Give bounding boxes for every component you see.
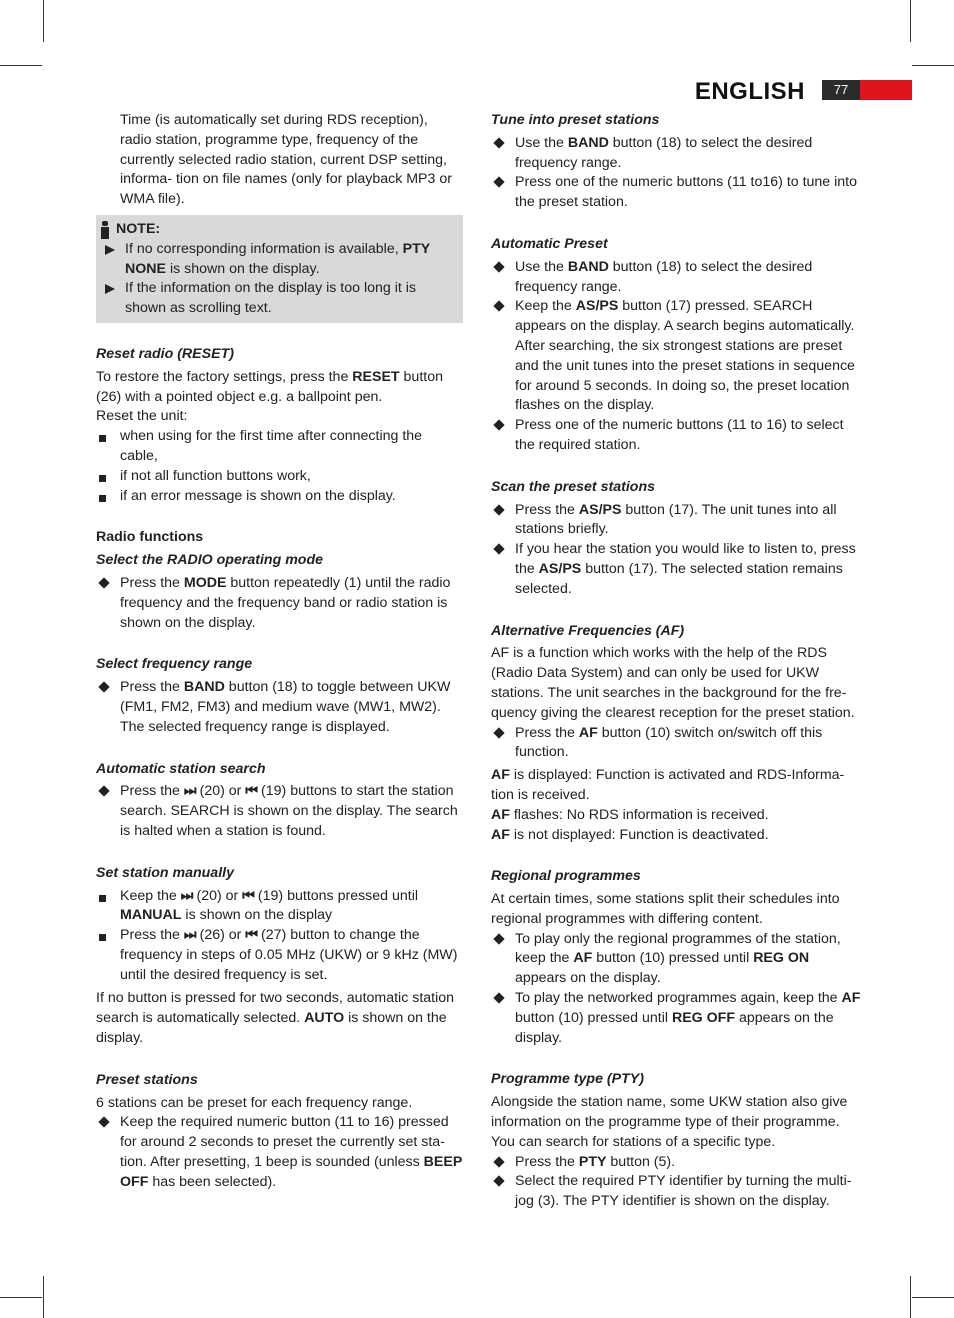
- note-box: [96, 215, 463, 323]
- diamond-bullet-icon: [491, 930, 515, 949]
- section-heading: Programme type (PTY): [491, 1071, 644, 1088]
- crop-mark: [43, 1276, 44, 1318]
- square-bullet-icon: [96, 926, 120, 945]
- paragraph: 6 stations can be preset for each frequency range.: [96, 1094, 413, 1111]
- page-number: 77: [822, 80, 860, 100]
- diamond-bullet-icon: [491, 501, 515, 520]
- arrow-bullet-icon: [96, 240, 125, 259]
- list-item: Press the ⏭ (20) or ⏮ (19) buttons to start the station search. SEARCH is shown on the display. The search is halted when a station is found.: [96, 782, 463, 841]
- paragraph: AF flashes: No RDS information is received.: [491, 806, 769, 823]
- list-item: if an error message is shown on the display.: [96, 487, 463, 507]
- list-item: Press the AF button (10) switch on/switch off this function.: [491, 724, 861, 764]
- list-item: Press the ⏭ (26) or ⏮ (27) button to change the frequency in steps of 0.05 MHz (UKW) or 9 kHz (MW) until the desired frequency is set.: [96, 926, 463, 985]
- section-heading: Automatic Preset: [491, 235, 608, 252]
- list-item: Keep the ⏭ (20) or ⏮ (19) buttons pressed until MANUAL is shown on the display: [96, 887, 463, 927]
- info-icon: [98, 221, 112, 239]
- list-item: Press one of the numeric buttons (11 to16) to tune into the preset station.: [491, 173, 861, 213]
- diamond-bullet-icon: [491, 134, 515, 153]
- skip-forward-icon: ⏭: [183, 927, 196, 944]
- square-bullet-icon: [96, 487, 120, 506]
- list-item: Press the BAND button (18) to toggle between UKW (FM1, FM2, FM3) and medium wave (MW1, MW2). The selected frequency range is displayed.: [96, 678, 463, 737]
- list-item: when using for the first time after connecting the cable,: [96, 427, 463, 467]
- list-item: if not all function buttons work,: [96, 467, 463, 487]
- list-item: Keep the AS/PS button (17) pressed. SEARCH appears on the display. A search begins automatically. After searching, the six strongest stations are preset and the unit tunes into the preset stations in sequence for around 5 seconds. In doing so, the preset location flashes on the display.: [491, 297, 861, 416]
- list-item: Use the BAND button (18) to select the desired frequency range.: [491, 134, 861, 174]
- skip-forward-icon: ⏭: [180, 887, 193, 904]
- list-item: To play the networked programmes again, keep the AF button (10) pressed until REG OFF appears on the display.: [491, 989, 861, 1048]
- section-heading: Set station manually: [96, 864, 234, 881]
- section-heading: Automatic station search: [96, 760, 266, 777]
- diamond-bullet-icon: [491, 416, 515, 435]
- list-item: Press the AS/PS button (17). The unit tunes into all stations briefly.: [491, 501, 861, 541]
- square-bullet-icon: [96, 467, 120, 486]
- diamond-bullet-icon: [491, 540, 515, 559]
- note-item: If no corresponding information is available, PTY NONE is shown on the display.: [96, 240, 455, 280]
- skip-forward-icon: ⏭: [183, 783, 196, 800]
- diamond-bullet-icon: [96, 1113, 120, 1132]
- list-item: Press one of the numeric buttons (11 to 16) to select the required station.: [491, 416, 861, 456]
- section-heading: Alternative Frequencies (AF): [491, 622, 685, 639]
- diamond-bullet-icon: [491, 258, 515, 277]
- list-item: To play only the regional programmes of the station, keep the AF button (10) pressed until REG ON appears on the display.: [491, 930, 861, 989]
- display-info-text: Time (is automatically set during RDS reception), radio station, programme type, frequency of the currently selected radio station, current DSP setting, informa- tion on file names (only for playback MP3 or WMA file).: [120, 112, 452, 208]
- right-column: [491, 111, 861, 1212]
- section-heading: Tune into preset stations: [491, 112, 660, 128]
- note-title: [96, 220, 455, 240]
- section-heading: Scan the preset stations: [491, 478, 655, 495]
- left-column: [96, 111, 463, 1193]
- diamond-bullet-icon: [491, 724, 515, 743]
- diamond-bullet-icon: [491, 989, 515, 1008]
- paragraph: Alongside the station name, some UKW station also give information on the programme type of their programme. You can search for stations of a specific type.: [491, 1094, 848, 1150]
- diamond-bullet-icon: [96, 574, 120, 593]
- crop-mark: [912, 65, 954, 66]
- paragraph: Reset the unit:: [96, 408, 188, 425]
- list-item: Press the MODE button repeatedly (1) until the radio frequency and the frequency band or radio station is shown on the display.: [96, 574, 463, 633]
- note-title-text: NOTE:: [116, 220, 161, 237]
- section-heading: Preset stations: [96, 1071, 198, 1088]
- language-label: ENGLISH: [694, 78, 805, 105]
- crop-mark: [910, 1276, 911, 1318]
- list-item: Press the PTY button (5).: [491, 1153, 861, 1173]
- paragraph: If no button is pressed for two seconds, automatic station search is automatically selected. AUTO is shown on the display.: [96, 990, 455, 1047]
- section-heading: Select the RADIO operating mode: [96, 552, 324, 569]
- diamond-bullet-icon: [96, 678, 120, 697]
- arrow-bullet-icon: [96, 279, 125, 298]
- list-item: If you hear the station you would like to listen to, press the AS/PS button (17). The selected station remains selected.: [491, 540, 861, 599]
- list-item: Use the BAND button (18) to select the desired frequency range.: [491, 258, 861, 298]
- paragraph: At certain times, some stations split their schedules into regional programmes with differing content.: [491, 891, 840, 927]
- diamond-bullet-icon: [491, 297, 515, 316]
- skip-back-icon: ⏮: [242, 887, 254, 904]
- diamond-bullet-icon: [491, 1153, 515, 1172]
- paragraph: AF is displayed: Function is activated and RDS-Informa- tion is received.: [491, 767, 845, 803]
- diamond-bullet-icon: [491, 1172, 515, 1191]
- crop-mark: [910, 0, 911, 42]
- square-bullet-icon: [96, 887, 120, 906]
- crop-mark: [912, 1297, 954, 1298]
- list-item: Select the required PTY identifier by turning the multi- jog (3). The PTY identifier is shown on the display.: [491, 1172, 861, 1212]
- crop-mark: [0, 1297, 42, 1298]
- note-item: If the information on the display is too long it is shown as scrolling text.: [96, 279, 455, 319]
- paragraph: To restore the factory settings, press the RESET button (26) with a pointed object e.g. a ballpoint pen.: [96, 368, 443, 405]
- skip-back-icon: ⏮: [245, 783, 258, 800]
- crop-mark: [43, 0, 44, 42]
- accent-bar: [860, 80, 912, 100]
- section-heading: Reset radio (RESET): [96, 345, 234, 362]
- diamond-bullet-icon: [491, 173, 515, 192]
- page-header: [694, 76, 912, 105]
- paragraph: AF is a function which works with the help of the RDS (Radio Data System) and can only be used for UKW stations. The unit searches in the background for the fre- quency giving the clearest reception for the preset station.: [491, 645, 855, 721]
- paragraph: AF is not displayed: Function is deactivated.: [491, 826, 769, 843]
- section-heading: Select frequency range: [96, 656, 253, 673]
- crop-mark: [0, 65, 42, 66]
- square-bullet-icon: [96, 427, 120, 446]
- section-heading: Regional programmes: [491, 868, 641, 885]
- section-heading: Radio functions: [96, 529, 204, 546]
- list-item: Keep the required numeric button (11 to 16) pressed for around 2 seconds to preset the currently set sta- tion. After presetting, 1 beep is sounded (unless BEEP OFF has been selected).: [96, 1113, 463, 1192]
- diamond-bullet-icon: [96, 782, 120, 801]
- skip-back-icon: ⏮: [245, 927, 258, 944]
